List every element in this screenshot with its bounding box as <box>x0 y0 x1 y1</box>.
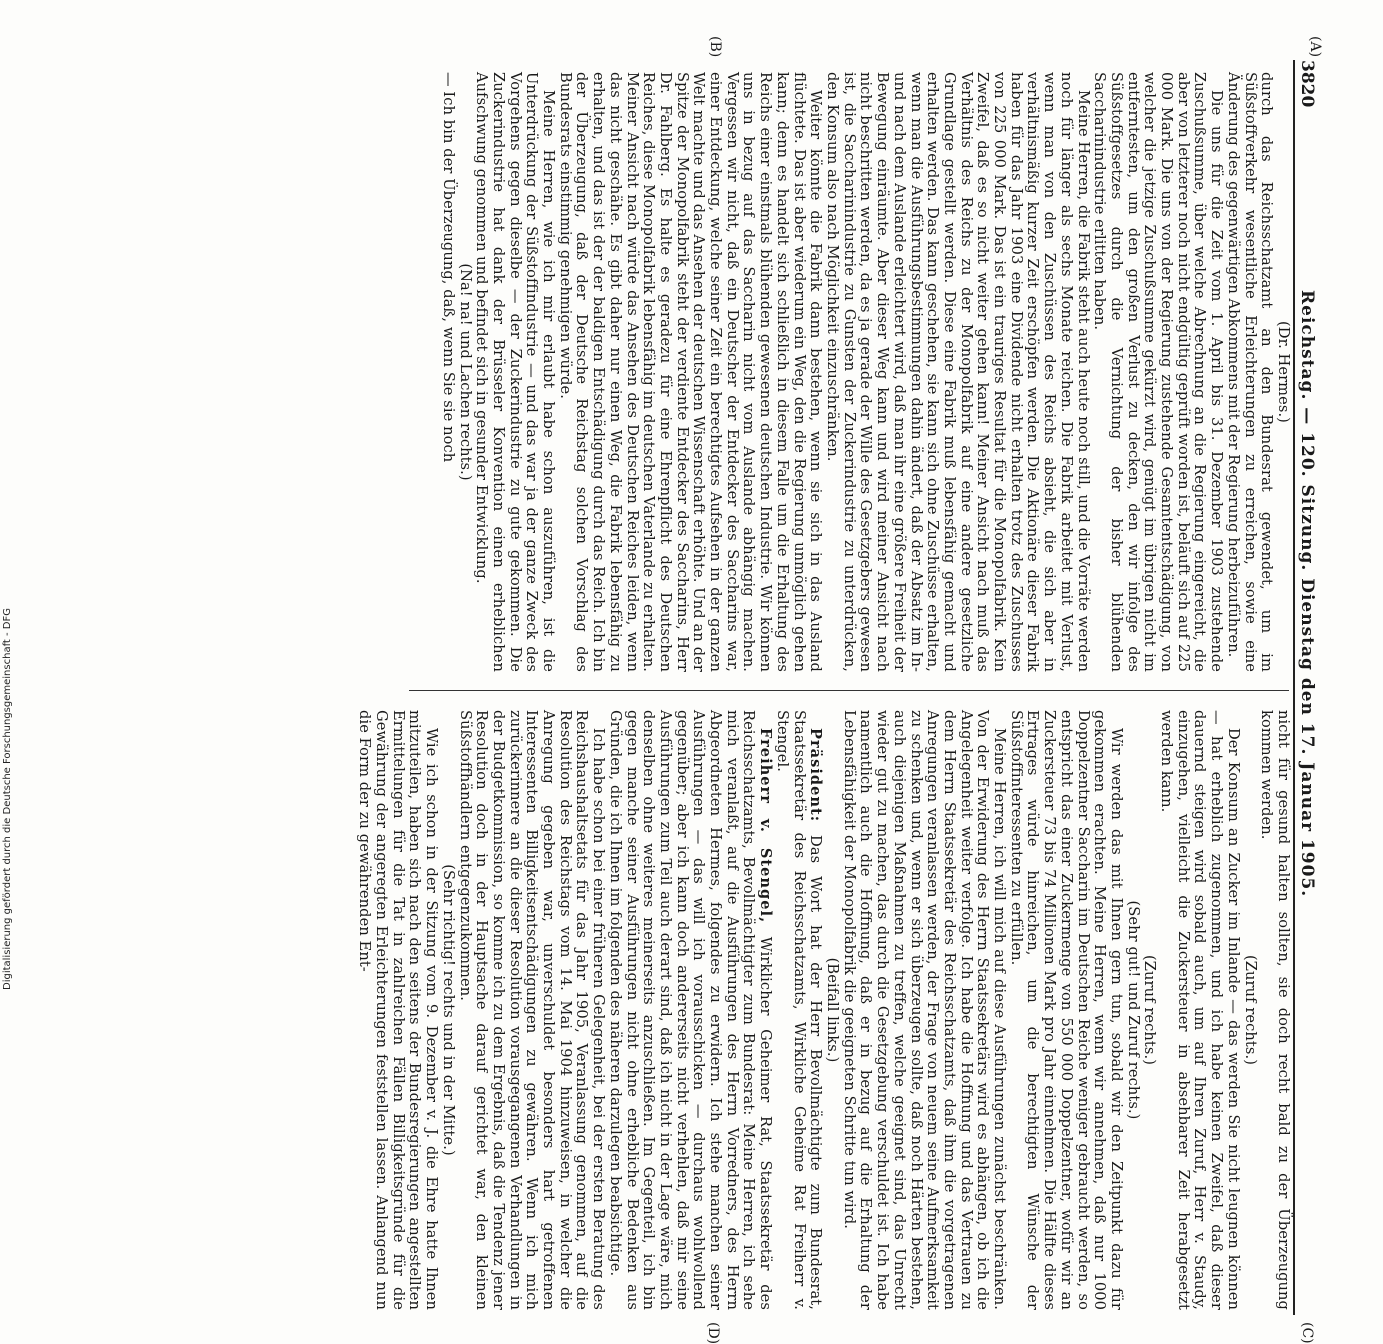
page-number: 3820 <box>1297 60 1317 108</box>
paragraph: Die uns für die Zeit vom 1. April bis 31. Dezember 1903 zustehende Zuschußsumme, über welche Abrechnung an die Regierung eingereicht, die aber von letzterer noch nicht endgültig geprüft worden ist, beläuft sich auf 225 000 Mark. Die uns von der Regierung zustehende Gesamtentschädigung, von welcher die jetzige Zuschußsumme gekürzt wird, genügt im übrigen nicht im entferntesten, um den großen Verlust zu decken, den wir infolge des Süßstoffgesetzes durch die Vernichtung der bisher blühenden Saccharinindustrie erlitten haben. <box>1091 72 1226 672</box>
interjection: (Na! na! und Lachen rechts.) <box>456 263 474 481</box>
paragraph: Wir werden das mit Ihnen gern tun, sobald wir den Zeitpunkt dazu für gekommen erachten. Meine Herren, wenn wir annehmen, daß nur 1000 Doppelzentner Saccharin im Deutschen Reiche weniger gebraucht werden, so entspricht das einer Zuckermenge von 550 000 Doppelzentner, wofür wir an Zuckersteuer 73 bis 74 Millionen Mark pro Jahr einnehmen. Die Hälfte dieses Ertrages würde hinreichen, um die berechtigten Wünsche der Süßstoffinteressenten zu erfüllen. <box>1007 710 1125 1310</box>
speaker-name: Präsident: <box>807 728 825 823</box>
president-statement <box>773 710 823 1310</box>
margin-letter-b: (B) <box>707 36 723 58</box>
margin-letter-c: (C) <box>1299 1322 1315 1344</box>
interjection: (Sehr gut! und Zuruf rechts.) <box>1124 900 1142 1120</box>
paragraph: durch das Reichsschatzamt an den Bundesrat gewendet, um im Süßstoffverkehr wesentliche Erleichterungen zu erreichen, sowie eine Änderung des gegenwärtigen Abkommens mit der Regierung herbeizuführen. <box>1224 72 1276 672</box>
side-credit <box>2 590 13 990</box>
statement-text: Wirklicher Geheimer Rat, Staatssekretär des Reichsschatzamts, Bevollmächtigter zum Bundesrat: Meine Herren, ich sehe mich veranlaßt, auf die Ausführungen des Herrn Vorredners, des Herrn Abgeordneten Hermes, folgendes zu erwidern. Ich stehe manchen seiner Ausführungen — das will ich vorausschicken — durchaus wohlwollend gegenüber; aber ich kann doch andererseits nicht verhehlen, daß mir seine Ausführungen zum Teil auch derart sind, daß ich nicht in der Lage wäre, mich denselben ohne weiteres meinerseits anzuschließen. Im Gegenteil, ich bin gegen manche seiner Ausführungen nicht ohne erhebliche Bedenken aus Gründen, die ich Ihnen im folgenden des näheren darzulegen beabsichtige. <box>606 710 775 1310</box>
paragraph: Meine Herren, wie ich mir erlaubt habe schon auszuführen, ist die Unterdrückung der Süßstoffindustrie — und das war ja der ganze Zweck des Vorgehens gegen dieselbe — der Zuckerindustrie zu gute gekommen. Die Zuckerindustrie hat dank der Brüsseler Konvention einen erheblichen Aufschwung genommen und befindet sich in gesunder Entwicklung. <box>473 72 558 672</box>
interjection: (Zuruf rechts.) <box>1241 954 1259 1066</box>
paragraph: Ich habe schon bei einer früheren Gelegenheit, bei der ersten Beratung des Reichshaushaltsetats für das Jahr 1905, Veranlassung genommen, auf die Resolution des Reichstags vom 14. Mai 1904 hinzuweisen, in welcher die Anregung gegeben war, unverschuldet besonders hart getroffenen Interessenten Billigkeitsentschädigungen zu gewähren. Wenn ich mich zurückerinnere an die dieser Resolution vorausgegangenen Verhandlungen in der Budgetkommission, so komme ich zu dem Ergebnis, daß die Tendenz jener Resolution doch in der Hauptsache darauf gerichtet war, den kleinen Süßstoffhändlern entgegenzukommen. <box>456 710 608 1310</box>
column-divider <box>409 690 1289 691</box>
paragraph: Wie ich schon in der Sitzung vom 9. Dezember v. J. die Ehre hatte Ihnen mitzuteilen, haben sich nach den seitens der Bundesregierungen angestellten Ermittelungen für die Tat in zahlreichen Fällen Billigkeitsgründe für die Gewährung der angeregten Erleichterungen feststellen lassen. Anlangend nun die Form der zu gewährenden Ent- <box>356 710 441 1310</box>
paragraph: Weiter könnte die Fabrik dann bestehen, wenn sie sich in das Ausland flüchtete. Das ist aber wiederum ein Weg, den die Regierung unmöglich gehen kann; denn es handelt sich schließlich in diesem Falle um die Erhaltung des Reichs einer einstmals blühenden gewesenen deutschen Industrie. Wir können uns in bezug auf das Saccharin nicht vom Auslande abhängig machen. Vergessen wir nicht, daß ein Deutscher der Entdecker des Saccharins war, einer Entdeckung, welche seiner Zeit ein berechtigtes Aufsehen in der ganzen Welt machte und das Ansehen der deutschen Wissenschaft erhöhte. Und an der Spitze der Monopolfabrik steht der verdiente Entdecker des Saccharins, Herr Dr. Fahlberg. Es halte es geradezu für eine Ehrenpflicht des Deutschen Reiches, diese Monopolfabrik lebensfähig im deutschen Vaterlande zu erhalten. Meiner Ansicht nach würde das Ansehen des Deutschen Reiches leiden, wenn das nicht geschähe. Es gibt daher nur einen Weg, die Fabrik lebensfähig zu erhalten, und das ist der der baldigen Entschädigung durch das Reich. Ich bin der Überzeugung, daß der Deutsche Reichstag solchen Vorschlag des Bundesrats einstimmig genehmigen würde. <box>556 72 825 672</box>
margin-letter-a: (A) <box>1307 36 1323 58</box>
paragraph: — Ich bin der Überzeugung, daß, wenn Sie sie noch <box>439 72 457 463</box>
statement-text: Das Wort hat der Herr Bevollmächtigte zum Bundesrat, Staatssekretär des Reichsschatzamts, Wirkliche Geheime Rat Freiherr v. Stengel. <box>773 710 825 1310</box>
left-column <box>439 72 1291 672</box>
paragraph: nicht für gesund halten sollten, sie doch recht bald zu der Überzeugung kommen werden. <box>1258 710 1292 1310</box>
interjection: (Beifall links.) <box>824 957 842 1063</box>
stengel-statement <box>606 710 773 1310</box>
margin-letter-d: (D) <box>705 1322 721 1344</box>
speaker-tag: (Dr. Hermes.) <box>1275 321 1292 423</box>
interjection: (Sehr richtig! rechts und in der Mitte.) <box>439 864 457 1156</box>
page-header <box>1293 60 1317 1315</box>
interjection: (Zuruf rechts.) <box>1141 954 1159 1066</box>
paragraph: Der Konsum an Zucker im Inlande — das werden Sie nicht leugnen können — hat erheblich zugenommen, und ich habe keinen Zweifel, daß dieser dauernd steigen wird sobald auch, um auf Ihren Zuruf, Herr v. Staudy, einzugehen, vielleicht die Zuckersteuer in absehbarer Zeit herabgesetzt werden kann. <box>1158 710 1242 1310</box>
speaker-name: Freiherr v. Stengel, <box>757 728 775 924</box>
paragraph: Meine Herren, die Fabrik steht auch heute noch still, und die Vorräte werden noch für länger als sechs Monate reichen. Die Fabrik arbeitet mit Verlust, wenn man von den Zuschüssen des Reichs absieht, die sich aber in verhältnismäßig kurzer Zeit erschöpfen werden. Die Aktionäre dieser Fabrik haben für das Jahr 1903 eine Dividende nicht erhalten trotz des Zuschusses von 225 000 Mark. Das ist ein trauriges Resultat für die Monopolfabrik. Kein Zweifel, daß es so nicht weiter gehen kann! Meiner Ansicht nach muß das Verhältnis des Reichs zu der Monopolfabrik auf eine andere gesetzliche Grundlage gestellt werden. Diese eine Fabrik muß lebensfähig gemacht und erhalten werden. Das kann geschehen, sie kann sich ohne Zuschüsse erhalten, wenn man die Ausführungsbestimmungen dahin ändert, daß der Absatz im In- und nach dem Auslande erleichtert wird, daß man ihr eine größere Freiheit der Bewegung einräumte. Aber dieser Weg kann und wird meiner Ansicht nach nicht beschritten werden, da es ja gerade der Wille des Gesetzgebers gewesen ist, die Saccharinindustrie zu Gunsten der Zuckerindustrie zu unterdrücken, den Konsum also nach Möglichkeit einzuschränken. <box>824 72 1092 672</box>
paragraph: Meine Herren, ich will mich auf diese Ausführungen zunächst beschränken. Von der Erwiderung des Herrn Staatssekretärs wird es abhängen, ob ich die Angelegenheit weiter verfolge. Ich habe die Hoffnung und das Vertrauen zu dem Herrn Staatssekretär des Reichsschatzamts, daß ihm die vorgetragenen Anregungen veranlassen werden, der Frage von neuem seine Aufmerksamkeit zu schenken und, wenn er sich überzeugen sollte, daß noch Härten bestehen, auch diejenigen Maßnahmen zu treffen, welche geeignet sind, das Unrecht wieder gut zu machen, das durch die Gesetzgebung verschuldet ist. Ich habe namentlich auch die Hoffnung, daß er in bezug auf die Erhaltung der Lebensfähigkeit der Monopolfabrik die geeigneten Schritte tun wird. <box>840 710 1009 1310</box>
right-column <box>356 710 1291 1310</box>
side-credit-text: Digitalisierung gefördert durch die Deutsche Forschungsgemeinschaft - DFG <box>2 607 13 990</box>
page-title: Reichstag. — 120. Sitzung. Dienstag den 17. Januar 1905. <box>1297 290 1317 898</box>
